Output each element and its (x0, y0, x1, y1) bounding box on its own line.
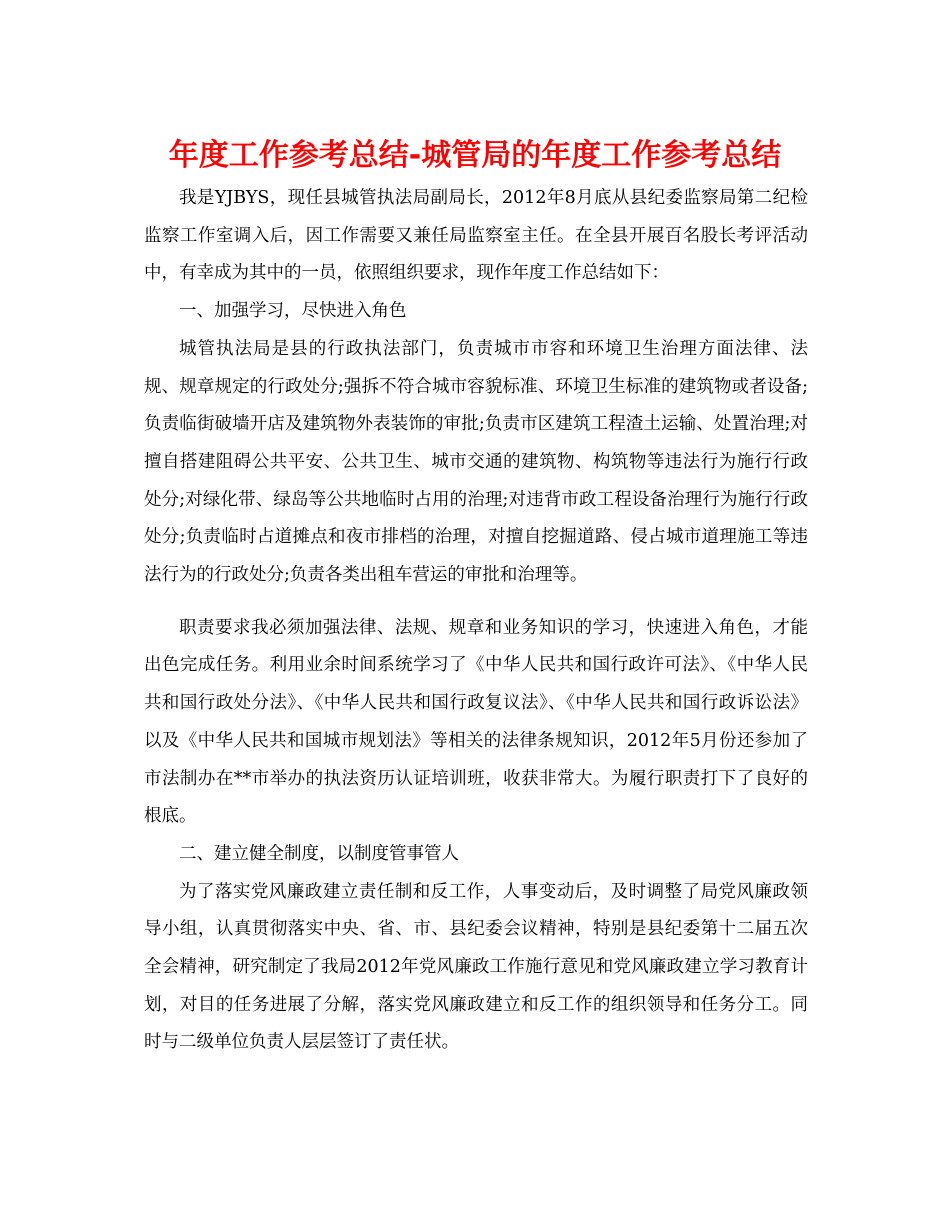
document-body (144, 180, 808, 1062)
paragraph-study: 职责要求我必须加强法律、法规、规章和业务知识的学习，快速进入角色，才能出色完成任务。利用业余时间系统学习了《中华人民共和国行政许可法》、《中华人民共和国行政处分法》、《中华人民共和国行政复议法》、《中华人民共和国行政诉讼法》以及《中华人民共和国城市规划法》等相关的法律条规知识，2012年5月份还参加了市法制办在**市举办的执法资历认证培训班，收获非常大。为履行职责打下了良好的根底。 (144, 617, 808, 827)
paragraph-duties: 城管执法局是县的行政执法部门，负责城市市容和环境卫生治理方面法律、法规、规章规定的行政处分;强拆不符合城市容貌标准、环境卫生标准的建筑物或者设备;负责临街破墙开店及建筑物外表装饰的审批;负责市区建筑工程渣土运输、处置治理;对擅自搭建阻碍公共平安、公共卫生、城市交通的建筑物、构筑物等违法行为施行行政处分;对绿化带、绿岛等公共地临时占用的治理;对违背市政工程设备治理行为施行行政处分;负责临时占道摊点和夜市排档的治理，对擅自挖掘道路、侵占城市道理施工等违法行为的行政处分;负责各类出租车营运的审批和治理等。 (144, 338, 808, 586)
paragraph-system: 为了落实党风廉政建立责任制和反工作，人事变动后，及时调整了局党风廉政领导小组，认真贯彻落实中央、省、市、县纪委会议精神，特别是县纪委第十二届五次全会精神，研究制定了我局2012年党风廉政工作施行意见和党风廉政建立学习教育计划，对目的任务进展了分解，落实党风廉政建立和反工作的组织领导和任务分工。同时与二级单位负责人层层签订了责任状。 (144, 881, 808, 1053)
section-heading-1: 一、加强学习，尽快进入角色 (179, 301, 407, 322)
section-heading-2: 二、建立健全制度，以制度管事管人 (179, 843, 459, 864)
paragraph-intro: 我是YJBYS，现任县城管执法局副局长，2012年8月底从县纪委监察局第二纪检监察工作室调入后，因工作需要又兼任局监察室主任。在全县开展百名股长考评活动中，有幸成为其中的一员，依照组织要求，现作年度工作总结如下： (144, 188, 808, 284)
document-title: 年度工作参考总结-城管局的年度工作参考总结 (168, 138, 782, 173)
